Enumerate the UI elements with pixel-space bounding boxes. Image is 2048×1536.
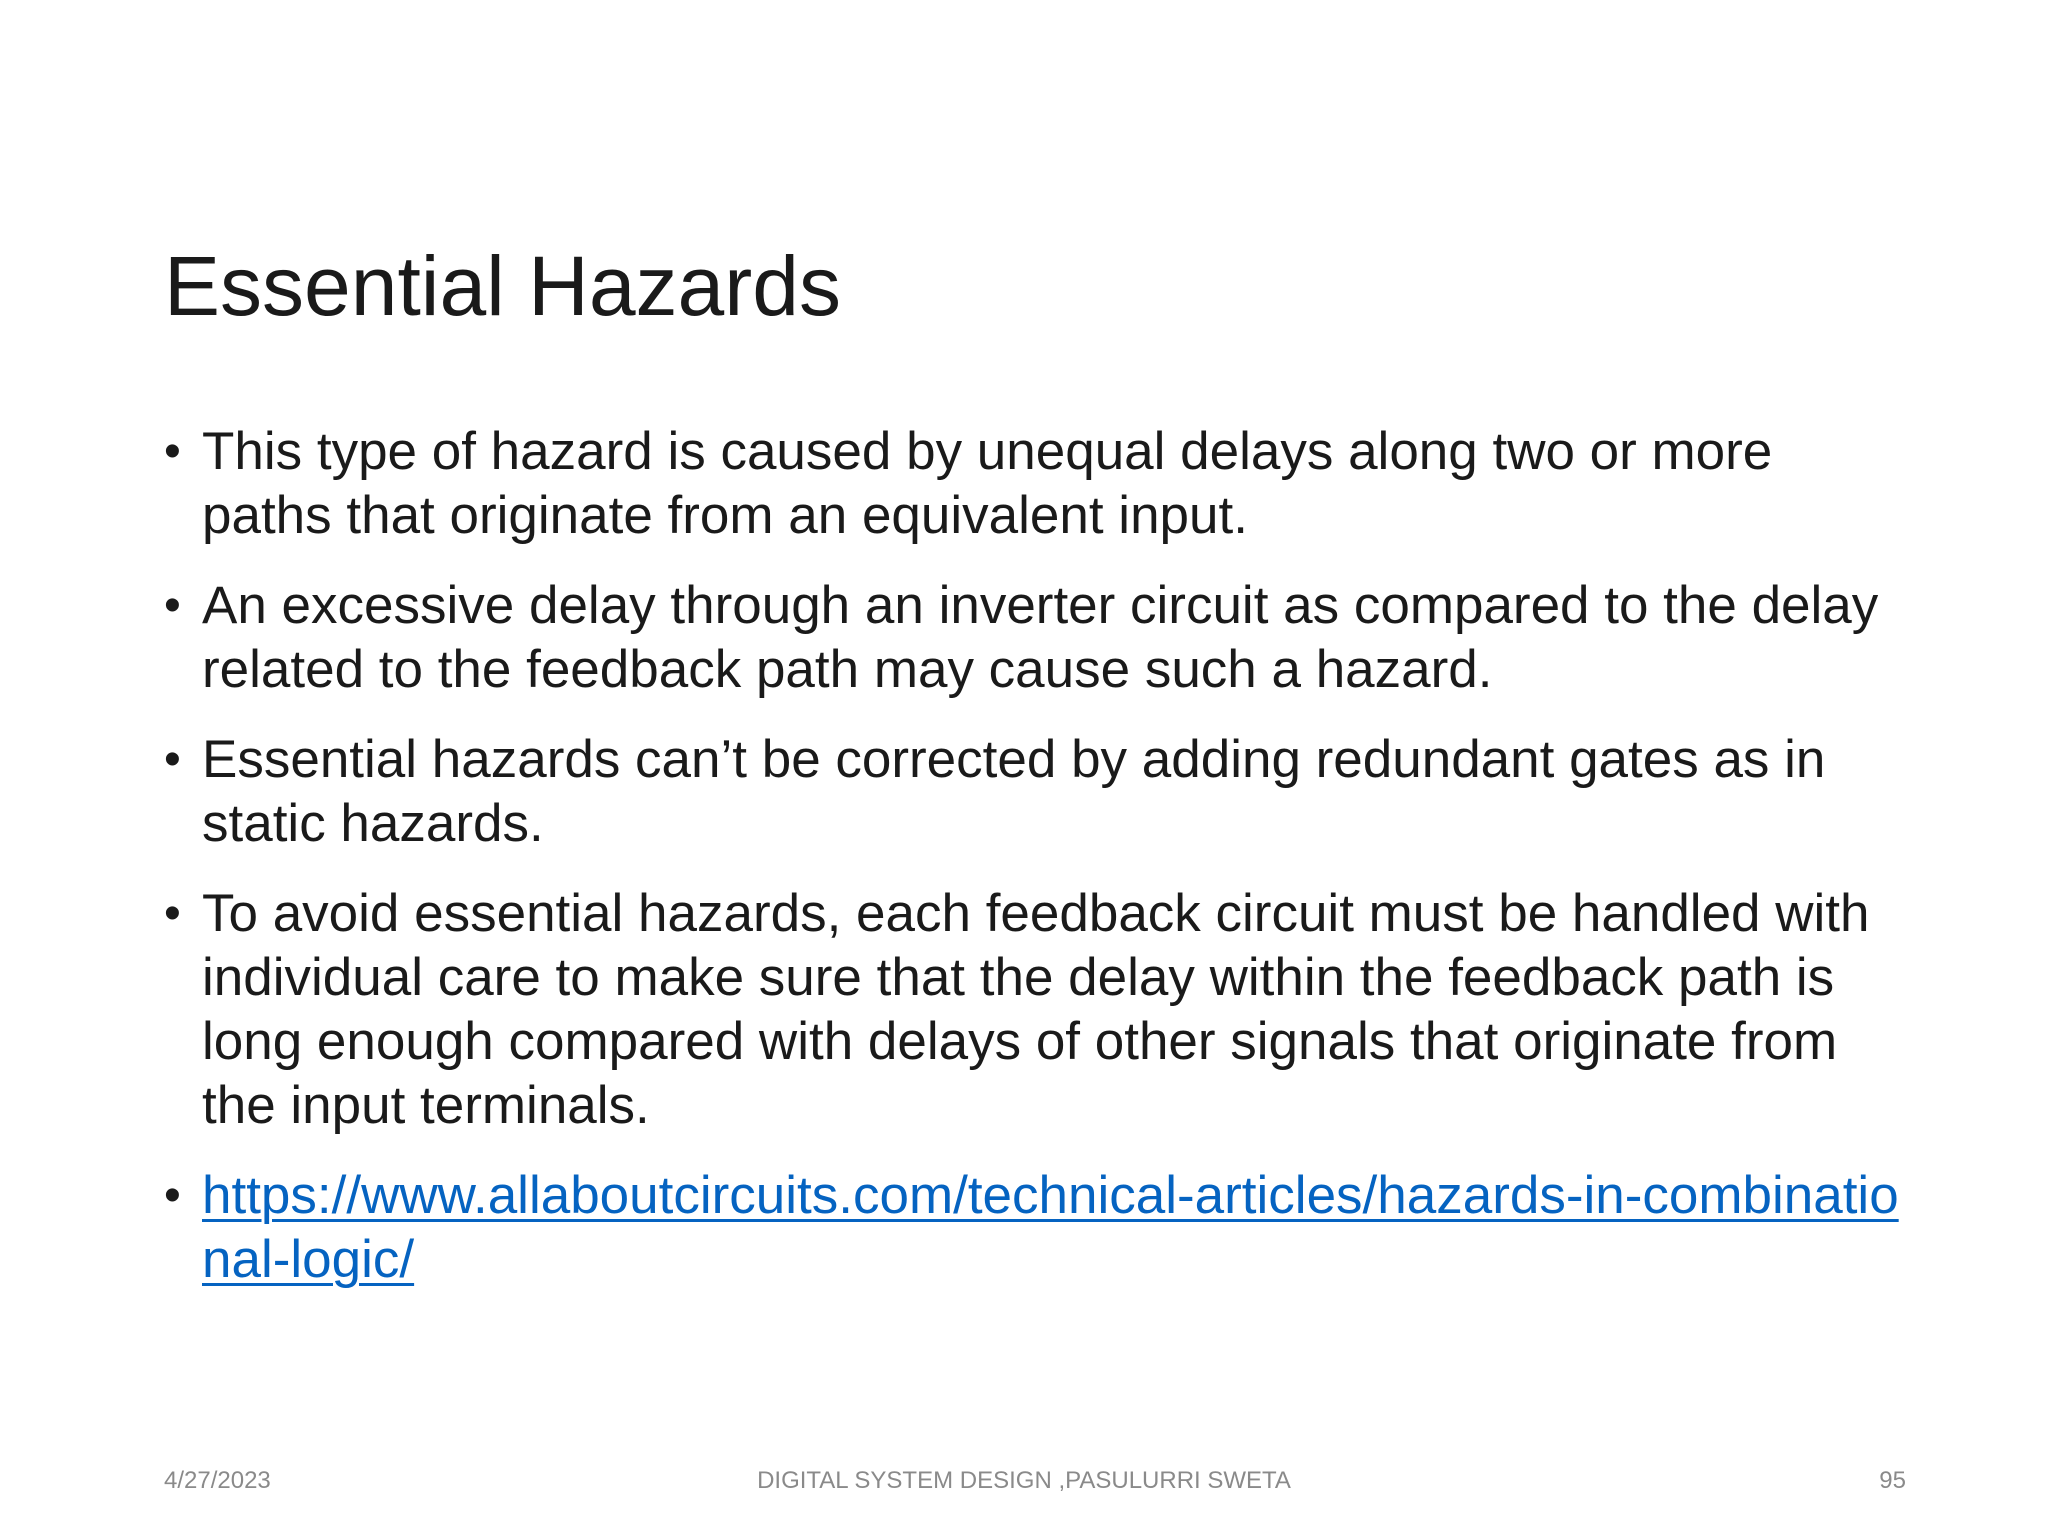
bullet-item [164, 420, 1904, 548]
bullet-list [164, 420, 1904, 1318]
bullet-text: This type of hazard is caused by unequal delays along two or more paths that originate from an equivalent input. [202, 422, 1773, 545]
bullet-text [202, 1164, 1904, 1292]
reference-link[interactable]: https://www.allaboutcircuits.com/technical-articles/hazards-in-combinational-logic/ [202, 1166, 1899, 1289]
slide-title: Essential Hazards [164, 239, 841, 334]
bullet-item [164, 574, 1904, 702]
bullet-text: An excessive delay through an inverter circuit as compared to the delay related to the feedback path may cause such a hazard. [202, 576, 1879, 699]
bullet-text: Essential hazards can’t be corrected by adding redundant gates as in static hazards. [202, 730, 1826, 853]
bullet-text: To avoid essential hazards, each feedback circuit must be handled with individual care to make sure that the delay within the feedback path is long enough compared with delays of other signals that originate from the input terminals. [202, 884, 1870, 1135]
page-number: 95 [1879, 1467, 1906, 1494]
bullet-dot-icon: • [164, 579, 181, 632]
bullet-dot-icon: • [164, 733, 181, 786]
bullet-item [164, 882, 1904, 1138]
footer-date: 4/27/2023 [164, 1467, 271, 1494]
bullet-item [164, 728, 1904, 856]
bullet-dot-icon: • [164, 887, 181, 940]
footer-title: DIGITAL SYSTEM DESIGN ,PASULURRI SWETA [757, 1467, 1291, 1494]
bullet-dot-icon: • [164, 1169, 181, 1222]
bullet-dot-icon: • [164, 425, 181, 478]
bullet-item-link [164, 1164, 1904, 1292]
